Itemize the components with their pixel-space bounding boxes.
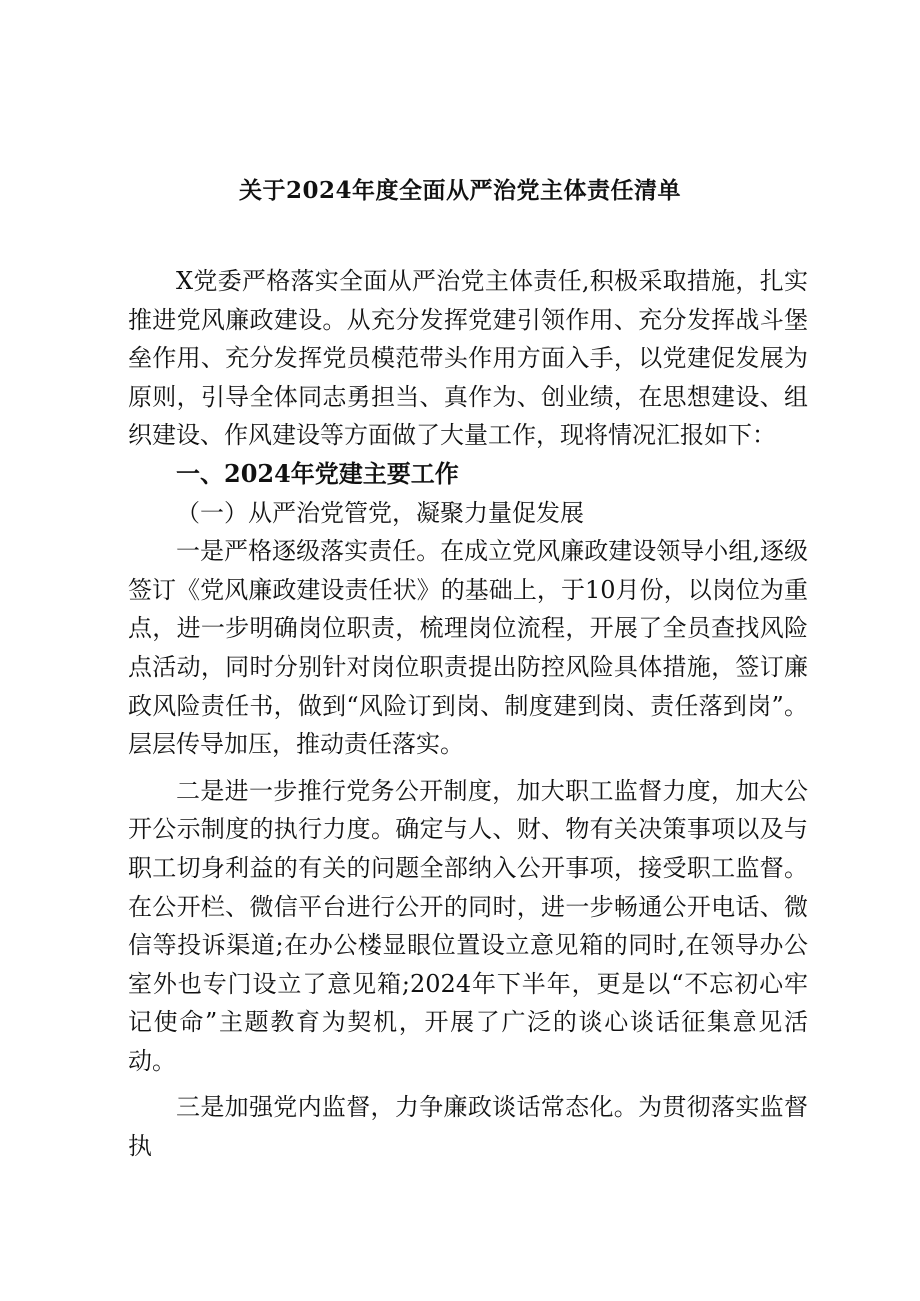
intro-paragraph: X党委严格落实全面从严治党主体责任,积极采取措施，扎实推进党风廉政建设。从充分发挥党建引领作用、充分发挥战斗堡垒作用、充分发挥党员模范带头作用方面入手，以党建促发展为原则，引导全体同志勇担当、真作为、创业绩，在思想建设、组织建设、作风建设等方面做了大量工作，现将情况汇报如下： bbox=[128, 267, 808, 450]
document-body bbox=[128, 262, 808, 1166]
document-title: 关于2024年度全面从严治党主体责任清单 bbox=[238, 177, 681, 204]
subsection-heading-1: （一）从严治党管党，凝聚力量促发展 bbox=[176, 498, 584, 527]
section-heading-1: 一、2024年党建主要工作 bbox=[176, 458, 459, 488]
paragraph-responsibility: 一是严格逐级落实责任。在成立党风廉政建设领导小组,逐级签订《党风廉政建设责任状》的基础上，于10月份，以岗位为重点，进一步明确岗位职责，梳理岗位流程，开展了全员查找风险点活动，同时分别针对岗位职责提出防控风险具体措施，签订廉政风险责任书，做到“风险订到岗、制度建到岗、责任落到岗”。层层传导加压，推动责任落实。 bbox=[128, 537, 808, 759]
paragraph-supervision: 三是加强党内监督，力争廉政谈话常态化。为贯彻落实监督执 bbox=[128, 1093, 808, 1161]
paragraph-openness: 二是进一步推行党务公开制度，加大职工监督力度，加大公开公示制度的执行力度。确定与人、财、物有关决策事项以及与职工切身利益的有关的问题全部纳入公开事项，接受职工监督。在公开栏、微信平台进行公开的同时，进一步畅通公开电话、微信等投诉渠道;在办公楼显眼位置设立意见箱的同时,在领导办公室外也专门设立了意见箱;2024年下半年，更是以“不忘初心牢记使命”主题教育为契机，开展了广泛的谈心谈话征集意见活动。 bbox=[128, 776, 808, 1075]
